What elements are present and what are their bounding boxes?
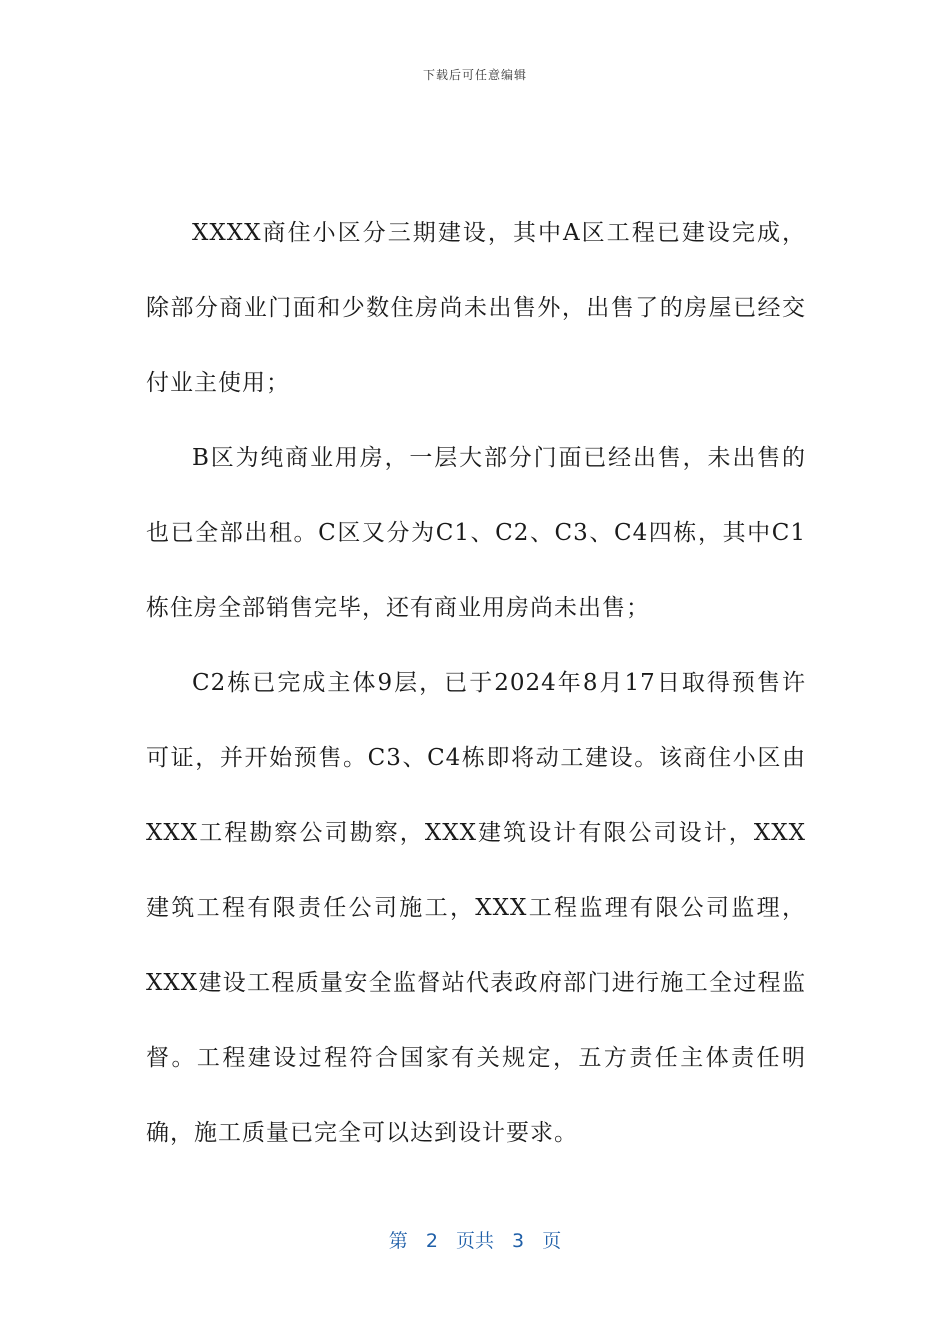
page-footer [0,1226,950,1253]
footer-prefix: 第 [388,1230,408,1252]
paragraph-2: B区为纯商业用房，一层大部分门面已经出售，未出售的也已全部出租。C区又分为C1、C2、C3、C4四栋，其中C1栋住房全部销售完毕，还有商业用房尚未出售； [146,445,806,621]
page-header-note: 下载后可任意编辑 [422,68,527,82]
footer-suffix: 页 [542,1230,562,1252]
footer-middle: 页共 [455,1230,494,1252]
document-body [146,196,806,1171]
footer-total-pages: 3 [512,1230,525,1252]
paragraph-3: C2栋已完成主体9层，已于2024年8月17日取得预售许可证，并开始预售。C3、C4栋即将动工建设。该商住小区由XXX工程勘察公司勘察，XXX建筑设计有限公司设计，XXX建筑工程有限责任公司施工，XXX工程监理有限公司监理，XXX建设工程质量安全监督站代表政府部门进行施工全过程监督。工程建设过程符合国家有关规定，五方责任主体责任明确，施工质量已完全可以达到设计要求。 [146,670,806,1146]
paragraph-1: XXXX商住小区分三期建设，其中A区工程已建设完成，除部分商业门面和少数住房尚未出售外，出售了的房屋已经交付业主使用； [146,220,806,396]
footer-current-page: 2 [425,1230,438,1252]
